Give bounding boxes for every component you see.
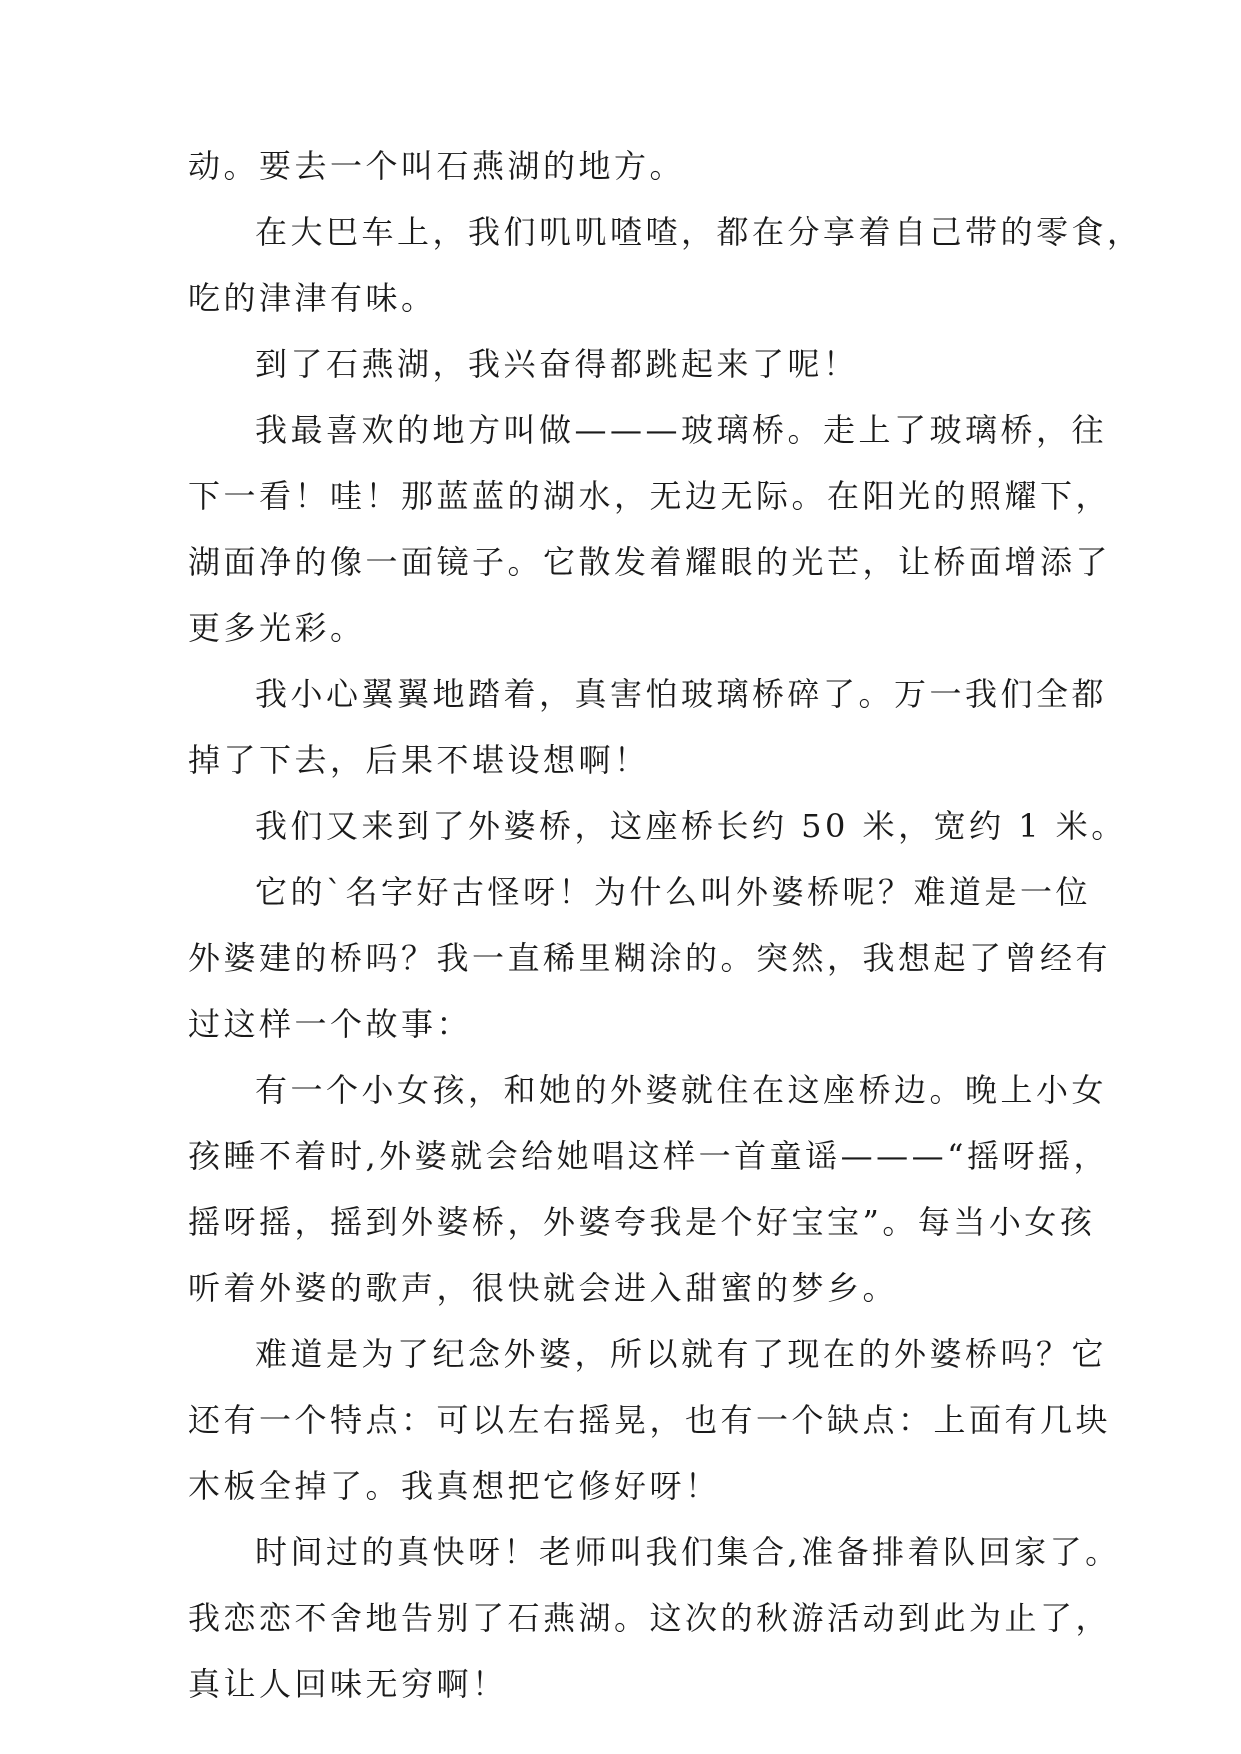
text-line: 我们又来到了外婆桥，这座桥长约 50 米，宽约 1 米。 [255,807,1127,845]
text-line: 过这样一个故事： [188,1005,473,1043]
text-line: 时间过的真快呀！老师叫我们集合,准备排着队回家了。 [255,1533,1121,1571]
text-line: 我恋恋不舍地告别了石燕湖。这次的秋游活动到此为止了， [188,1599,1112,1637]
text-line: 还有一个特点：可以左右摇晃，也有一个缺点：上面有几块 [188,1401,1112,1439]
text-line: 在大巴车上，我们叽叽喳喳，都在分享着自己带的零食， [255,213,1143,251]
text-line: 吃的津津有味。 [188,279,437,317]
text-line: 更多光彩。 [188,609,366,647]
text-line: 木板全掉了。我真想把它修好呀！ [188,1467,721,1505]
text-line: 下一看！哇！那蓝蓝的湖水，无边无际。在阳光的照耀下， [188,477,1112,515]
text-line: 听着外婆的歌声，很快就会进入甜蜜的梦乡。 [188,1269,899,1307]
text-line: 摇呀摇，摇到外婆桥，外婆夸我是个好宝宝”。每当小女孩 [188,1203,1096,1241]
text-line: 外婆建的桥吗？我一直稀里糊涂的。突然，我想起了曾经有 [188,939,1112,977]
text-line: 难道是为了纪念外婆，所以就有了现在的外婆桥吗？它 [255,1335,1108,1373]
text-line: 真让人回味无穷啊！ [188,1665,508,1703]
text-line: 掉了下去，后果不堪设想啊！ [188,741,650,779]
text-line: 到了石燕湖，我兴奋得都跳起来了呢！ [255,345,859,383]
text-line: 有一个小女孩，和她的外婆就住在这座桥边。晚上小女 [255,1071,1108,1109]
text-line: 动。要去一个叫石燕湖的地方。 [188,147,686,185]
text-line: 我小心翼翼地踏着，真害怕玻璃桥碎了。万一我们全都 [255,675,1108,713]
text-line: 孩睡不着时,外婆就会给她唱这样一首童谣———“摇呀摇， [188,1137,1110,1175]
text-line: 湖面净的像一面镜子。它散发着耀眼的光芒，让桥面增添了 [188,543,1112,581]
text-line: 它的`名字好古怪呀！为什么叫外婆桥呢？难道是一位 [255,873,1092,911]
text-line: 我最喜欢的地方叫做———玻璃桥。走上了玻璃桥，往 [255,411,1108,449]
